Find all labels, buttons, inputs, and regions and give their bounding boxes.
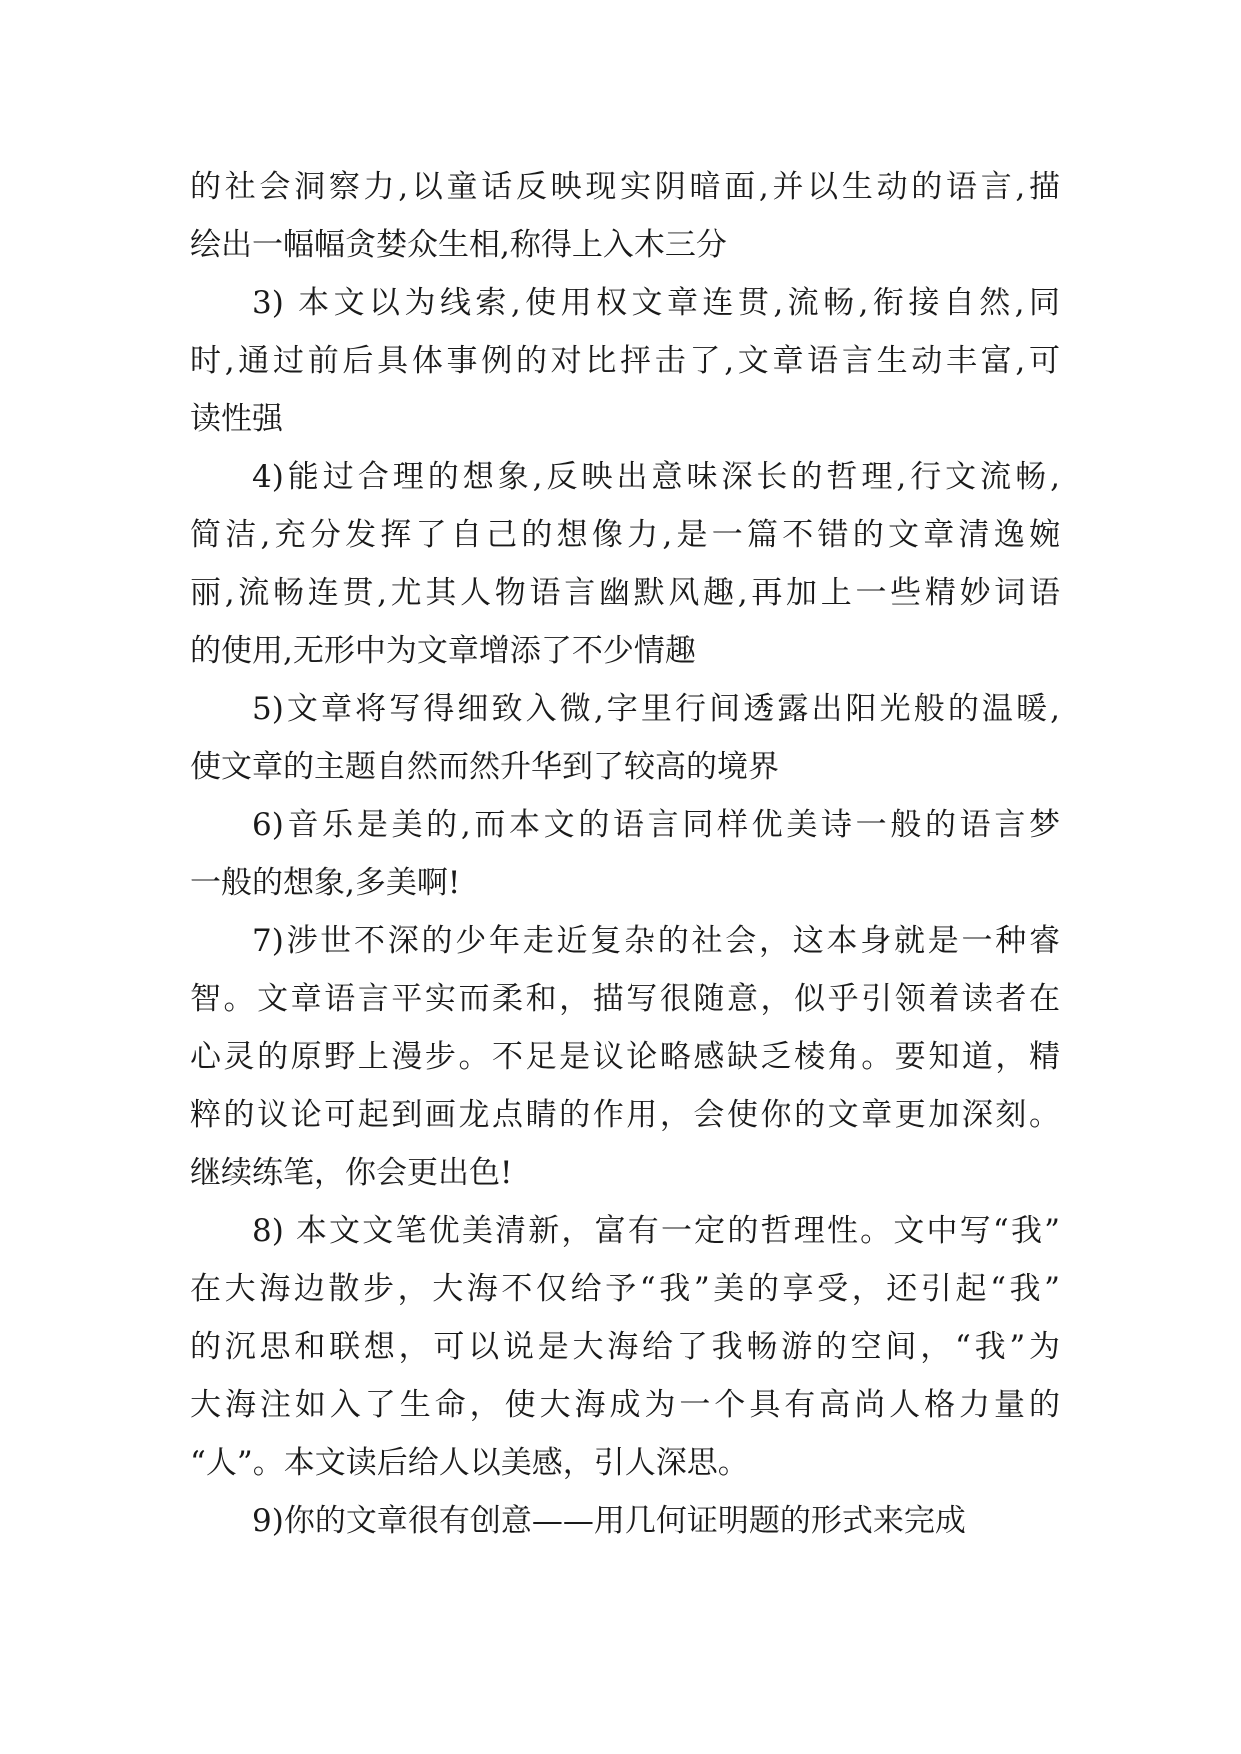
text-line: 4)能过合理的想象,反映出意味深长的哲理,行文流畅,	[252, 459, 1060, 495]
text-line: 一般的想象,多美啊!	[190, 865, 461, 901]
paragraph-p9	[190, 1492, 1060, 1550]
text-line: 6)音乐是美的,而本文的语言同样优美诗一般的语言梦	[252, 807, 1060, 843]
text-line: 心灵的原野上漫步。不足是议论略感缺乏棱角。要知道，精	[190, 1039, 1060, 1075]
text-line: 粹的议论可起到画龙点睛的作用，会使你的文章更加深刻。	[190, 1097, 1060, 1133]
text-line: “人”。本文读后给人以美感，引人深思。	[190, 1445, 749, 1481]
text-line: 时,通过前后具体事例的对比抨击了,文章语言生动丰富,可	[190, 343, 1060, 379]
text-line: 的使用,无形中为文章增添了不少情趣	[190, 633, 696, 669]
text-line: 绘出一幅幅贪婪众生相,称得上入木三分	[190, 227, 727, 263]
text-line: 大海注如入了生命，使大海成为一个具有高尚人格力量的	[190, 1387, 1060, 1423]
paragraph-p3	[190, 274, 1060, 448]
paragraph-p6	[190, 796, 1060, 912]
paragraph-p5	[190, 680, 1060, 796]
text-line: 3) 本文以为线索,使用权文章连贯,流畅,衔接自然,同	[252, 285, 1060, 321]
text-line: 5)文章将写得细致入微,字里行间透露出阳光般的温暖,	[252, 691, 1060, 727]
text-line: 智。文章语言平实而柔和，描写很随意，似乎引领着读者在	[190, 981, 1060, 1017]
text-line: 读性强	[190, 401, 283, 437]
document-body	[190, 158, 1060, 1550]
text-line: 简洁,充分发挥了自己的想像力,是一篇不错的文章清逸婉	[190, 517, 1060, 553]
text-line: 9)你的文章很有创意——用几何证明题的形式来完成	[252, 1503, 966, 1539]
paragraph-p7	[190, 912, 1060, 1202]
text-line: 丽,流畅连贯,尤其人物语言幽默风趣,再加上一些精妙词语	[190, 575, 1060, 611]
paragraph-p-continued	[190, 158, 1060, 274]
text-line: 7)涉世不深的少年走近复杂的社会，这本身就是一种睿	[252, 923, 1060, 959]
text-line: 使文章的主题自然而然升华到了较高的境界	[190, 749, 779, 785]
paragraph-p4	[190, 448, 1060, 680]
paragraph-p8	[190, 1202, 1060, 1492]
text-line: 在大海边散步，大海不仅给予“我”美的享受，还引起“我”	[190, 1271, 1060, 1307]
text-line: 8) 本文文笔优美清新，富有一定的哲理性。文中写“我”	[252, 1213, 1060, 1249]
text-line: 的沉思和联想，可以说是大海给了我畅游的空间，“我”为	[190, 1329, 1060, 1365]
text-line: 继续练笔，你会更出色!	[190, 1155, 513, 1191]
text-line: 的社会洞察力,以童话反映现实阴暗面,并以生动的语言,描	[190, 169, 1060, 205]
